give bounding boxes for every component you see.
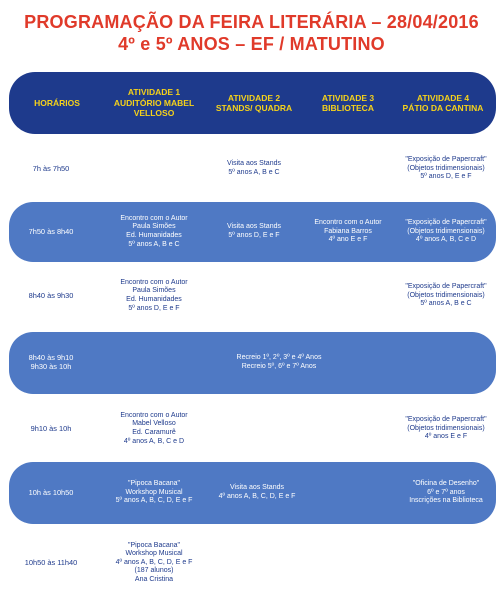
time-cell: 10h50 às 11h40 [24,557,78,567]
time-cell: 8h40 às 9h10 9h30 às 10h [28,353,74,371]
activity-1-cell: Encontro com o Autor Mabel Velloso Ed. Caramurê 4º anos A, B, C e D [120,411,188,445]
table-row [9,266,496,326]
activity-1-cell: "Pipoca Bacana" Workshop Musical 4º anos A, B, C, D, E e F (187 alunos) Ana Cristina [115,541,193,583]
activity-4-cell: "Exposição de Papercraft" (Objetos tridimensionais) 4º anos E e F [405,416,487,441]
activity-3-cell [303,140,393,198]
table-row-recreio [9,332,496,394]
activity-3-cell [303,398,393,460]
activity-1-cell: Encontro com o Autor Paula Simões Ed. Humanidades 5º anos D, E e F [120,278,188,312]
page-title: PROGRAMAÇÃO DA FEIRA LITERÁRIA – 28/04/2016 [24,12,479,32]
header-atividade-2: ATIVIDADE 2 STANDS/ QUADRA [215,92,293,113]
header-atividade-4: ATIVIDADE 4 PÁTIO DA CANTINA [402,92,484,113]
activity-2-cell: Visita aos Stands 5º anos D, E e F [227,223,281,239]
activity-2-cell [207,266,301,326]
activity-2-cell [207,530,301,596]
table-row [9,398,496,460]
time-cell: 10h às 10h50 [28,487,74,497]
activity-4-cell: "Exposição de Papercraft" (Objetos tridimensionais) 5º anos D, E e F [405,156,487,181]
table-row [9,462,496,524]
activity-1-cell: Encontro com o Autor Paula Simões Ed. Humanidades 5º anos A, B e C [120,214,188,248]
activity-1-cell [101,140,207,198]
time-cell: 7h50 às 8h40 [28,226,74,236]
time-cell: 7h às 7h50 [32,163,70,173]
activity-4-cell: "Exposição de Papercraft" (Objetos tridimensionais) 4º anos A, B, C e D [405,219,487,244]
activity-3-cell: Encontro com o Autor Fabiana Barros 4º ano E e F [314,219,382,244]
time-cell: 9h10 às 10h [30,423,72,433]
time-cell: 8h40 às 9h30 [28,290,74,300]
header-atividade-1: ATIVIDADE 1 AUDITÓRIO MABEL VELLOSO [113,87,195,119]
table-row [9,202,496,262]
activity-2-cell: Visita aos Stands 5º anos A, B e C [227,160,281,176]
activity-3-cell [303,266,393,326]
page-subtitle: 4º e 5º ANOS – EF / MATUTINO [118,34,385,54]
header-horarios: HORÁRIOS [34,97,80,108]
activity-4-cell [397,530,495,596]
header-atividade-3: ATIVIDADE 3 BIBLIOTECA [321,92,375,113]
activity-3-cell [307,462,393,524]
table-row [9,140,496,198]
activity-4-cell: "Exposição de Papercraft" (Objetos tridimensionais) 5º anos A, B e C [405,283,487,308]
activity-2-cell [207,398,301,460]
table-row [9,530,496,596]
activity-2-cell: Visita aos Stands 4º anos A, B, C, D, E e F [218,484,296,500]
activity-1-cell: "Pipoca Bacana" Workshop Musical 5º anos A, B, C, D, E e F [115,480,193,505]
table-header [9,72,496,134]
recreio-cell: Recreio 1º, 2º, 3º e 4º Anos Recreio 5º, 6º e 7º Anos [236,354,322,370]
activity-3-cell [303,530,393,596]
activity-4-cell: "Oficina de Desenho" 6º e 7º anos Inscrições na Biblioteca [409,480,483,505]
